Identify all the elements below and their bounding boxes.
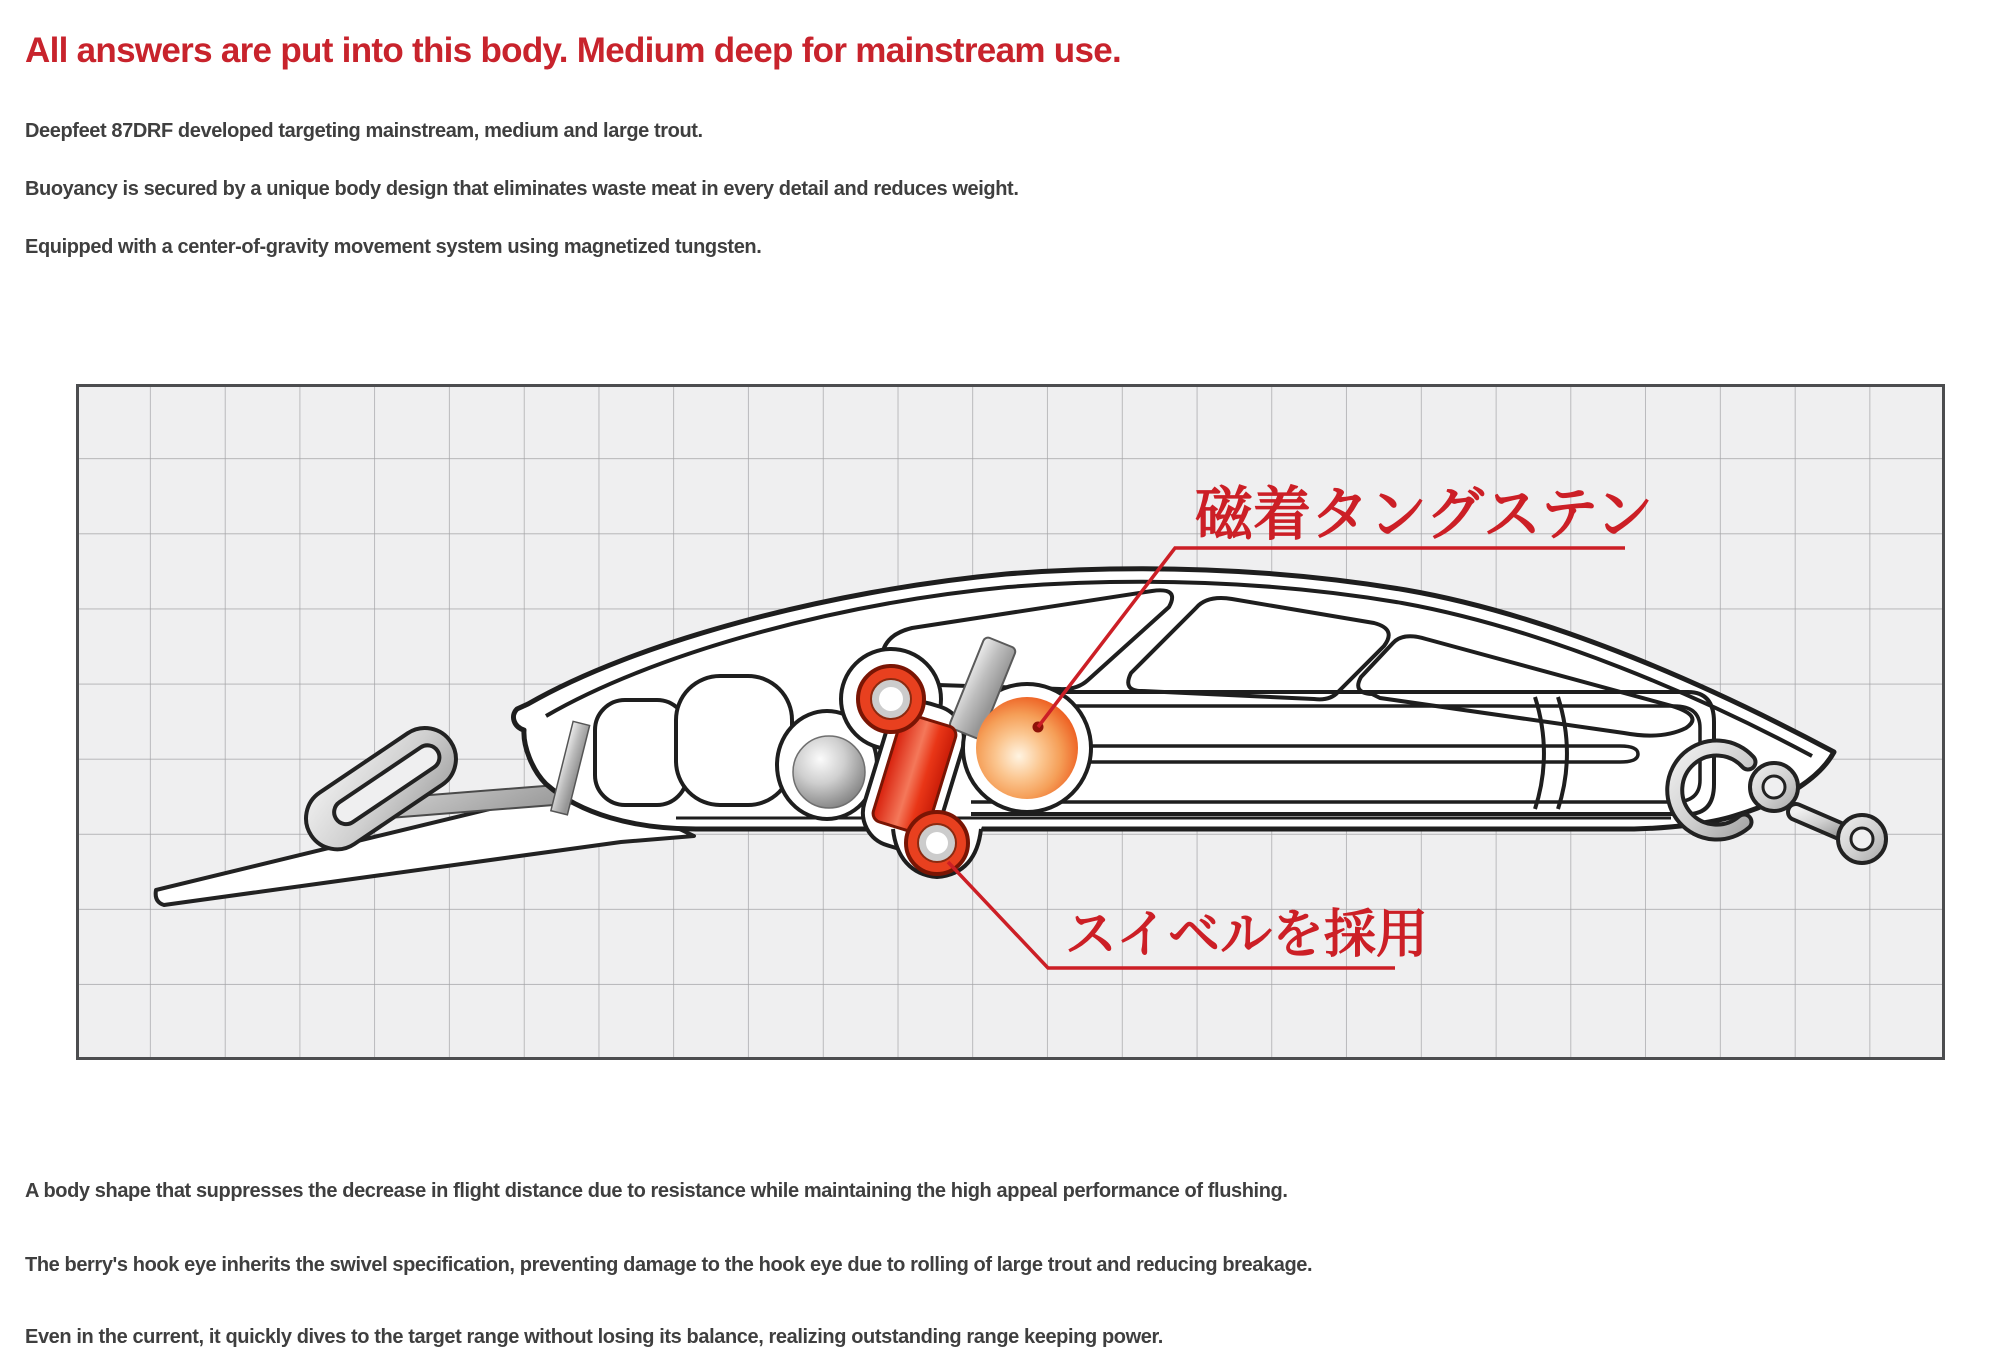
tungsten-ball [976,697,1078,799]
feature-paragraph-1: A body shape that suppresses the decrease in flight distance due to resistance while maintaining the high appeal performance of flushing. [25,1180,1288,1202]
tungsten-label: 磁着タングステン [1195,482,1654,547]
page-title: All answers are put into this body. Medium deep for mainstream use. [25,31,1122,71]
feature-paragraph-3: Even in the current, it quickly dives to the target range without losing its balance, realizing outstanding range keeping power. [25,1326,1163,1348]
intro-paragraph-2: Buoyancy is secured by a unique body design that eliminates waste meat in every detail and reduces weight. [25,178,1019,200]
steel-ball [793,736,865,808]
intro-paragraph-1: Deepfeet 87DRF developed targeting mainstream, medium and large trout. [25,120,703,142]
feature-paragraph-2: The berry's hook eye inherits the swivel specification, preventing damage to the hook eye due to rolling of large trout and reducing breakage. [25,1254,1313,1276]
head-cavity-1 [595,700,687,805]
swivel-top-ring-hole [879,687,903,711]
lure-cutaway-diagram [76,384,1945,1060]
head-cavity-2 [676,676,792,805]
intro-paragraph-3: Equipped with a center-of-gravity movement system using magnetized tungsten. [25,236,762,258]
swivel-label: スイベルを採用 [1065,906,1428,964]
swivel-bottom-ring-hole [926,832,948,854]
lure-cutaway-svg [76,384,1945,1060]
